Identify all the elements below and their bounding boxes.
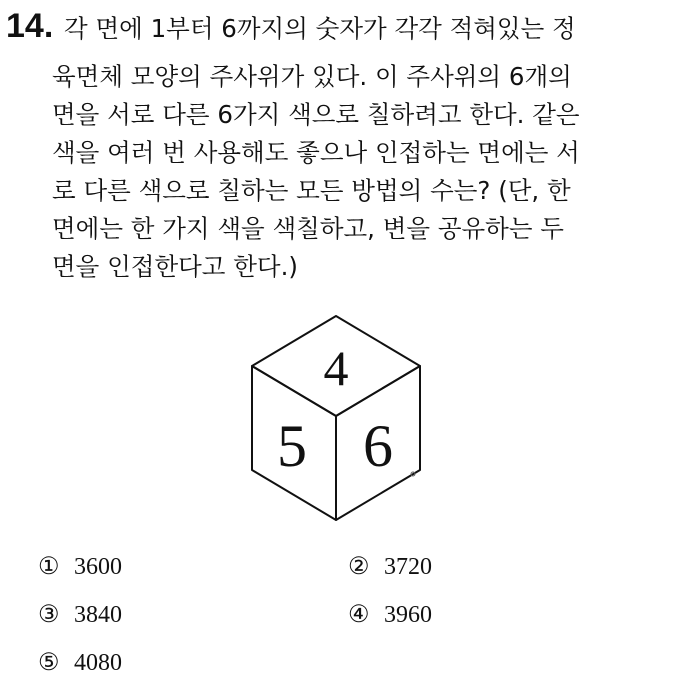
- option-3-mark: ③: [38, 602, 60, 628]
- question-text-line-2: 육면체 모양의 주사위가 있다. 이 주사위의 6개의: [52, 62, 572, 91]
- option-2-value: 3720: [384, 554, 432, 580]
- option-4[interactable]: [348, 600, 432, 630]
- question-text-line-1: 각 면에 1부터 6까지의 숫자가 각각 적혀있는 정: [64, 14, 576, 43]
- dice-left-number: 5: [277, 413, 307, 479]
- option-4-mark: ④: [348, 602, 370, 628]
- question-text-line-3: 면을 서로 다른 6가지 색으로 칠하려고 한다. 같은: [52, 100, 580, 129]
- dice-figure: [250, 314, 422, 522]
- question-text-line-6: 면에는 한 가지 색을 색칠하고, 변을 공유하는 두: [52, 214, 564, 243]
- dice-top-number: 4: [323, 340, 349, 396]
- option-5[interactable]: [38, 648, 122, 678]
- question-number: 14.: [6, 7, 54, 45]
- option-5-value: 4080: [74, 650, 122, 676]
- option-3-value: 3840: [74, 602, 122, 628]
- option-2[interactable]: [348, 552, 432, 582]
- option-5-mark: ⑤: [38, 650, 60, 676]
- option-1-value: 3600: [74, 554, 122, 580]
- option-2-mark: ②: [348, 554, 370, 580]
- option-3[interactable]: [38, 600, 122, 630]
- option-1[interactable]: [38, 552, 122, 582]
- question-text-line-4: 색을 여러 번 사용해도 좋으나 인접하는 면에는 서: [52, 138, 580, 167]
- option-1-mark: ①: [38, 554, 60, 580]
- option-4-value: 3960: [384, 602, 432, 628]
- dice-right-number: 6: [363, 413, 393, 479]
- question-text-line-7: 면을 인접한다고 한다.): [52, 252, 298, 281]
- question-text-line-5: 로 다른 색으로 칠하는 모든 방법의 수는? (단, 한: [52, 176, 571, 205]
